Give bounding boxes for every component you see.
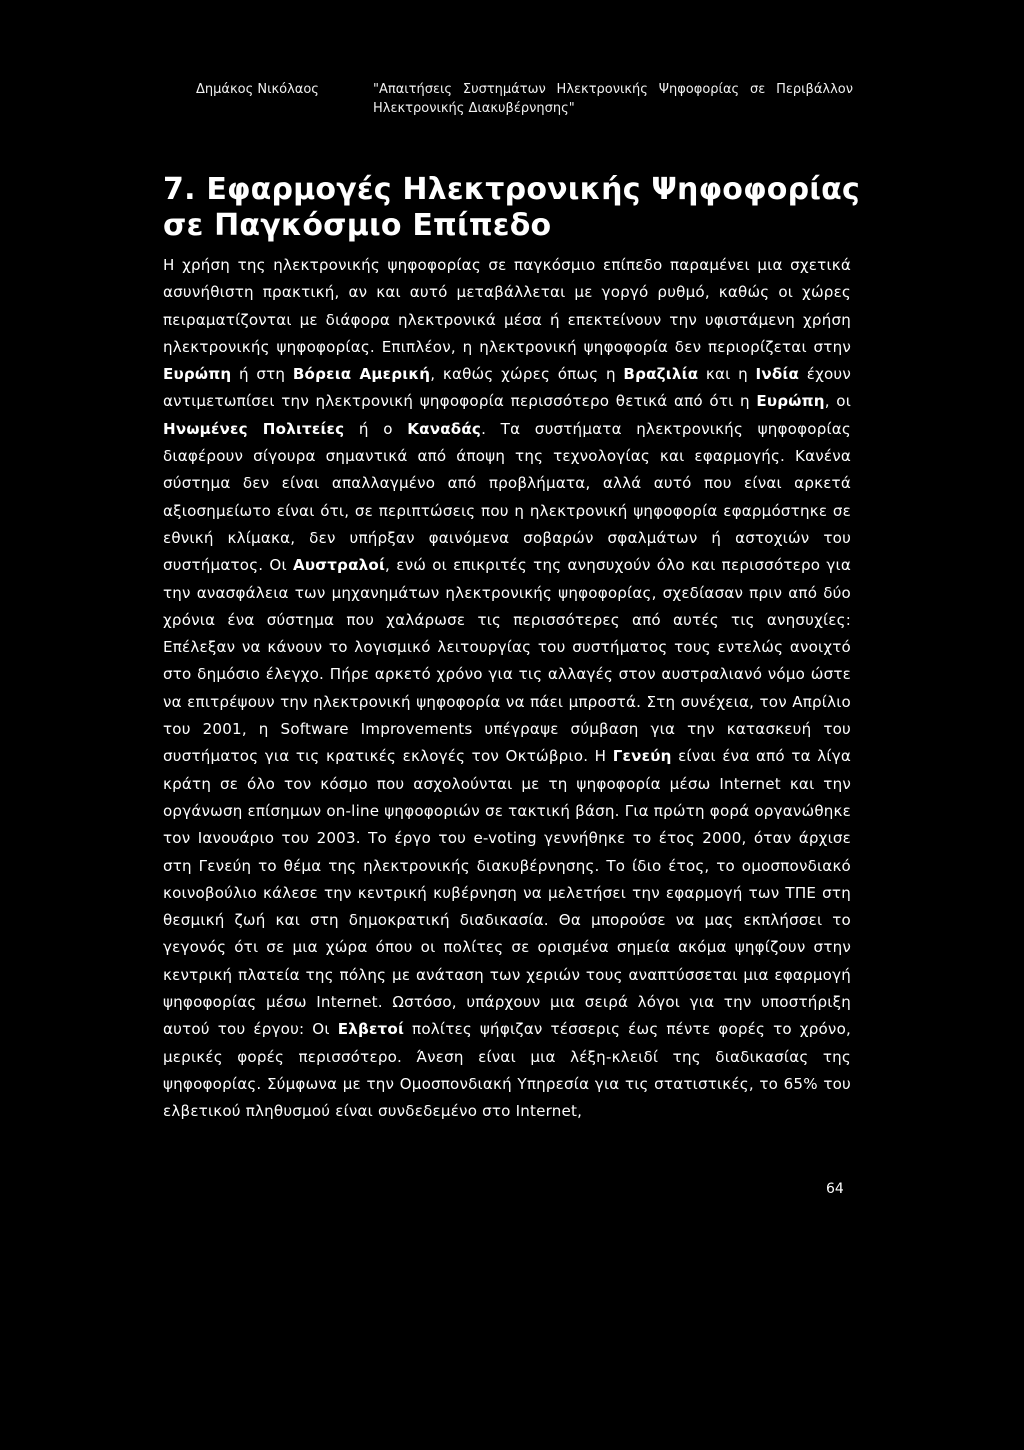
bold-term-australians: Αυστραλοί	[293, 556, 386, 575]
chapter-heading: 7. Εφαρμογές Ηλεκτρονικής Ψηφοφορίας σε Παγκόσμιο Επίπεδο	[163, 172, 860, 243]
page-number: 64	[826, 1181, 844, 1197]
body-text-run: και η	[698, 365, 756, 384]
bold-term-brazil: Βραζιλία	[623, 365, 699, 384]
bold-term-europe: Ευρώπη	[756, 392, 825, 411]
bold-term-europe: Ευρώπη	[163, 365, 232, 384]
bold-term-canada: Καναδάς	[407, 419, 482, 438]
body-text-run: Η χρήση της ηλεκτρονικής ψηφοφορίας σε παγκόσμιο επίπεδο παραμένει μια σχετικά ασυνήθιστη πρακτική, αν και αυτό μεταβάλλεται με γοργό ρυθμό, καθώς οι χώρες πειραματίζονται με διάφορα ηλεκτρονικά μέσα ή επεκτείνουν την υφιστάμενη χρήση ηλεκτρονικής ψηφοφορίας. Επιπλέον, η ηλεκτρονική ψηφοφορία δεν περιορίζεται στην	[163, 256, 851, 356]
body-text-run: . Τα συστήματα ηλεκτρονικής ψηφοφορίας διαφέρουν σίγουρα σημαντικά από άποψη της τεχνολογίας και εφαρμογής. Κανένα σύστημα δεν είναι απαλλαγμένο από προβλήματα, αλλά αυτό που είναι αρκετά αξιοσημείωτο είναι ότι, σε περιπτώσεις που η ηλεκτρονική ψηφοφορία εφαρμόστηκε σε εθνική κλίμακα, δεν υπήρξαν φαινόμενα σοβαρών σφαλμάτων ή αστοχιών του συστήματος. Οι	[163, 419, 851, 575]
body-paragraph	[163, 252, 851, 1126]
body-text-run: ή ο	[344, 419, 408, 438]
body-text-run: , οι	[824, 392, 851, 411]
body-text-run: έχουν αντιμετωπίσει την ηλεκτρονική ψηφοφορία περισσότερο θετικά από ότι η	[163, 365, 852, 411]
body-text-run: πολίτες ψήφιζαν τέσσερις έως πέντε φορές το χρόνο, μερικές φορές περισσότερο. Άνεση είναι μια λέξη-κλειδί της διαδικασίας της ψηφοφορίας. Σύμφωνα με την Ομοσπονδιακή Υπηρεσία για τις στατιστικές, το 65% του ελβετικού πληθυσμού είναι συνδεδεμένο στο Internet,	[163, 1020, 851, 1121]
body-text-run: ή στη	[231, 365, 293, 384]
bold-term-india: Ινδία	[755, 365, 800, 384]
body-text-run: , καθώς χώρες όπως η	[430, 365, 624, 384]
bold-term-geneva: Γενεύη	[612, 747, 672, 766]
bold-term-swiss: Ελβετοί	[337, 1020, 405, 1039]
bold-term-north-america: Βόρεια Αμερική	[292, 365, 431, 384]
body-text-run: είναι ένα από τα λίγα κράτη σε όλο τον κόσμο που ασχολούνται με τη ψηφοφορία μέσω Internet και την οργάνωση επίσημων on-line ψηφοφοριών σε τακτική βάση. Για πρώτη φορά οργανώθηκε τον Ιανουάριο του 2003. Το έργο του e-voting γεννήθηκε το έτος 2000, όταν άρχισε στη Γενεύη το θέμα της ηλεκτρονικής διακυβέρνησης. Το ίδιο έτος, το ομοσπονδιακό κοινοβούλιο κάλεσε την κεντρική κυβέρνηση να μελετήσει την εφαρμογή των ΤΠΕ στη θεσμική ζωή και στη δημοκρατική διαδικασία. Θα μπορούσε να μας εκπλήσσει το γεγονός ότι σε μια χώρα όπου οι πολίτες σε ορισμένα σημεία ακόμα ψηφίζουν στην κεντρική πλατεία της πόλης με ανάταση των χεριών τους αναπτύσσεται μια εφαρμογή ψηφοφορίας μέσω Internet. Ωστόσο, υπάρχουν μια σειρά λόγοι για την υποστήριξη αυτού του έργου: Οι	[163, 747, 851, 1039]
bold-term-united-states: Ηνωμένες Πολιτείες	[163, 419, 345, 438]
header-author: Δημάκος Νικόλαος	[196, 82, 319, 97]
header-title: "Απαιτήσεις Συστημάτων Ηλεκτρονικής Ψηφοφορίας σε Περιβάλλον Ηλεκτρονικής Διακυβέρνησης"	[373, 82, 853, 116]
body-text-run: , ενώ οι επικριτές της ανησυχούν όλο και περισσότερο για την ανασφάλεια των μηχανημάτων ηλεκτρονικής ψηφοφορίας, σχεδίασαν πριν από δύο χρόνια ένα σύστημα που χαλάρωσε τις περισσότερες από αυτές τις ανησυχίες: Επέλεξαν να κάνουν το λογισμικό λειτουργίας του συστήματος τους εντελώς ανοιχτό στο δημόσιο έλεγχο. Πήρε αρκετό χρόνο για τις αλλαγές στον αυστραλιανό νόμο ώστε να επιτρέψουν την ηλεκτρονική ψηφοφορία να πάει μπροστά. Στη συνέχεια, τον Απρίλιο του 2001, η Software Improvements υπέγραψε σύμβαση για την κατασκευή του συστήματος για τις κρατικές εκλογές τον Οκτώβριο. Η	[163, 556, 852, 766]
